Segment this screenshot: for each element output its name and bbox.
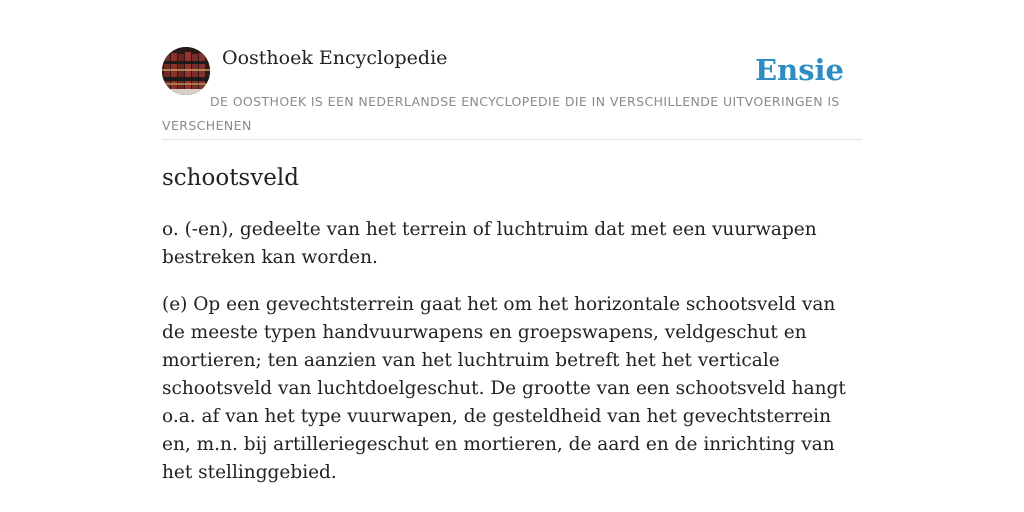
- encyclopedia-books-icon: [162, 47, 210, 95]
- entry-definition: o. (-en), gedeelte van het terrein of luchtruim dat met een vuurwapen bestreken kan worden.: [162, 219, 817, 268]
- header: [162, 44, 862, 140]
- entry-explanation: (e) Op een gevechtsterrein gaat het om het horizontale schootsveld van de meeste typen handvuurwapens en groepswapens, veldgeschut en mortieren; ten aanzien van het luchtruim betreft het het verticale schootsveld van luchtdoelgeschut. De grootte van een schootsveld hangt o.a. af van het type vuurwapen, de gesteldheid van het gevechtsterrein en, m.n. bij artilleriegeschut en mortieren, de aard en de inrichting van het stellinggebied.: [162, 294, 846, 483]
- publication-title[interactable]: Oosthoek Encyclopedie: [222, 47, 448, 69]
- publication-tagline: DE OOSTHOEK IS EEN NEDERLANDSE ENCYCLOPEDIE DIE IN VERSCHILLENDE UITVOERINGEN IS VERSCHENEN: [162, 94, 840, 133]
- publication-avatar[interactable]: [162, 47, 210, 95]
- entry-title: schootsveld: [162, 165, 299, 191]
- brand-logo[interactable]: Ensie: [755, 53, 844, 87]
- entry-content: [162, 160, 862, 487]
